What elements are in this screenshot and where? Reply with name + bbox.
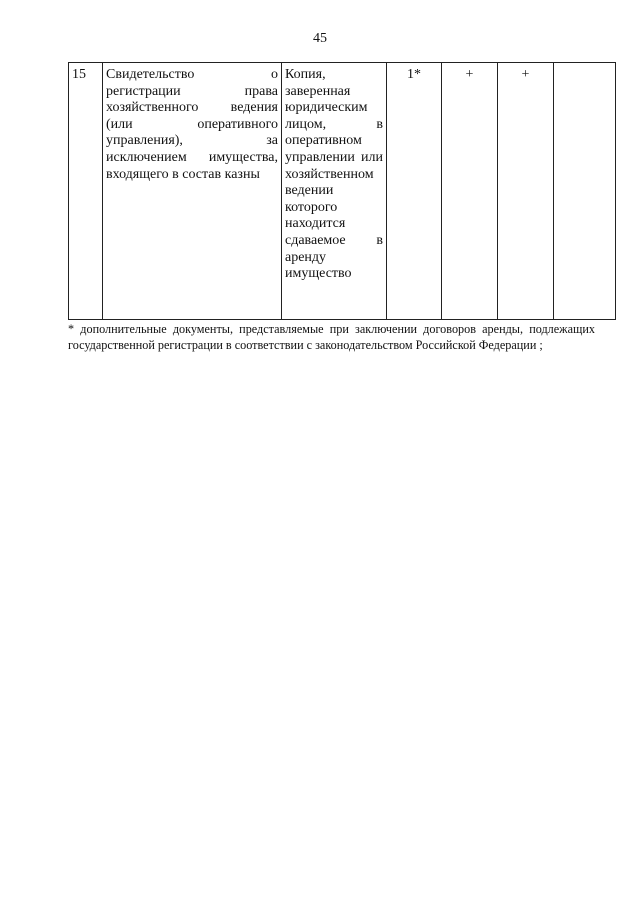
document-name-cell (103, 63, 282, 320)
copies-cell (387, 63, 442, 320)
row-number-cell (69, 63, 103, 320)
mark-plus-2: + (521, 67, 530, 82)
table-row (69, 63, 616, 320)
page-number: 45 (313, 31, 327, 46)
document-form: Копия, заверенная юридическим лицом, в оперативном управлении или хозяйственном ведении которого находится сдаваемое в аренду имущество (285, 67, 383, 282)
documents-table (68, 62, 616, 320)
empty-cell (554, 63, 616, 320)
document-form-cell (282, 63, 387, 320)
mark-cell-2 (498, 63, 554, 320)
copies-count: 1* (407, 67, 421, 82)
row-number: 15 (72, 67, 86, 82)
footnote: * дополнительные документы, представляемые при заключении договоров аренды, подлежащих государственной регистрации в соответствии с законодательством Российской Федерации ; (68, 322, 595, 352)
mark-cell-1 (442, 63, 498, 320)
document-name: Свидетельство о регистрации права хозяйственного ведения (или оперативного управления), за исключением имущества, входящего в состав казны (106, 67, 278, 182)
mark-plus-1: + (465, 67, 474, 82)
